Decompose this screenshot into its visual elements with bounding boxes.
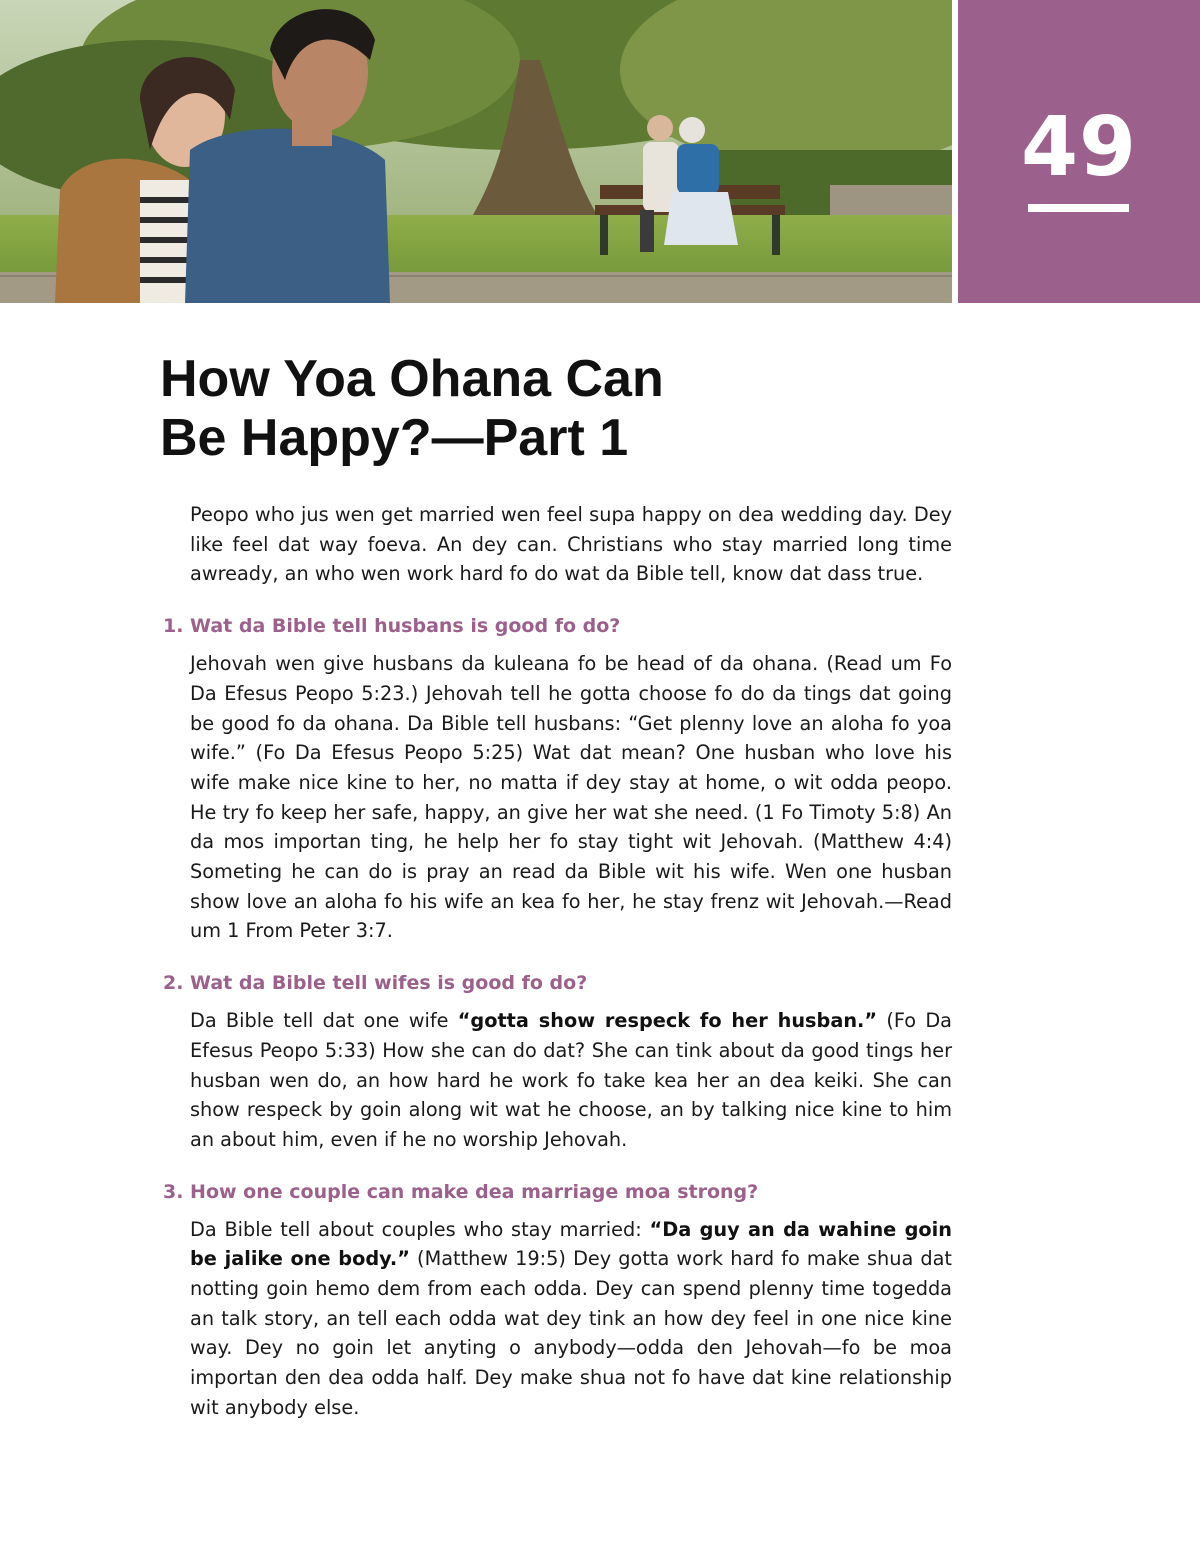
answer-2-text-end: (Fo Da Efesus Peopo 5:33) How she can do dat? She can tink about da good tings her husban wen do, an how hard he work fo take kea her an dea keiki. She can show respeck by goin along wit wat he choose, an by talking nice kine to him an about him, even if he no worship Jehovah. xyxy=(190,1009,952,1151)
answer-3-paragraph xyxy=(190,1215,952,1423)
question-2-heading: 2. Wat da Bible tell wifes is good fo do? xyxy=(163,972,588,995)
title-line-2: Be Happy?—Part 1 xyxy=(160,409,629,467)
answer-1-paragraph: Jehovah wen give husbans da kuleana fo be head of da ohana. (Read um Fo Da Efesus Peopo 5:23.) Jehovah tell he gotta choose fo do da tings dat going be good fo da ohana. Da Bible tell husbans: “Get plenny love an aloha fo yoa wife.” (Fo Da Efesus Peopo 5:25) Wat dat mean? One husban who love his wife make nice kine to her, no matta if dey stay at home, o wit odda peopo. He try fo keep her safe, happy, an give her wat she need. (1 Fo Timoty 5:8) An da mos importan ting, he help her fo stay tight wit Jehovah. (Matthew 4:4) Someting he can do is pray an read da Bible wit his wife. Wen one husban show love an aloha fo his wife an kea fo her, he stay frenz wit Jehovah.—Read um 1 From Peter 3:7. xyxy=(190,652,952,943)
header-photo xyxy=(0,0,952,303)
answer-2-bold-quote: “gotta show respeck fo her husban.” xyxy=(457,1009,878,1033)
question-3-heading: 3. How one couple can make dea marriage moa strong? xyxy=(163,1180,759,1203)
answer-2-paragraph xyxy=(190,1006,952,1155)
answer-2-text-start: Da Bible tell dat one wife xyxy=(190,1009,458,1033)
answer-3-text-end: (Matthew 19:5) Dey gotta work hard fo make shua dat notting goin hemo dem from each odda. Dey can spend plenny time togedda an talk story, an tell each odda wat dey tink an how dey feel in one nice kine way. Dey no goin let anyting o anybody—odda den Jehovah—fo be moa importan den dea odda half. Dey make shua not fo have dat kine relationship wit anybody else. xyxy=(190,1247,952,1419)
article-body xyxy=(160,500,952,1423)
page-title xyxy=(160,350,980,468)
question-1-heading: 1. Wat da Bible tell husbans is good fo do? xyxy=(163,615,621,638)
lesson-number: 49 xyxy=(1020,100,1138,195)
park-couple-illustration xyxy=(0,0,952,303)
answer-3-bold-quote: “Da guy an da wahine goin be jalike one body.” xyxy=(190,1217,953,1271)
title-line-1: How Yoa Ohana Can xyxy=(160,350,664,408)
lesson-number-panel xyxy=(958,0,1200,303)
lesson-number-underline xyxy=(1028,204,1129,212)
answer-3-text-start: Da Bible tell about couples who stay married: xyxy=(190,1217,650,1241)
intro-paragraph: Peopo who jus wen get married wen feel supa happy on dea wedding day. Dey like feel dat way foeva. An dey can. Christians who stay married long time awready, an who wen work hard fo do wat da Bible tell, know dat dass true. xyxy=(190,503,952,586)
